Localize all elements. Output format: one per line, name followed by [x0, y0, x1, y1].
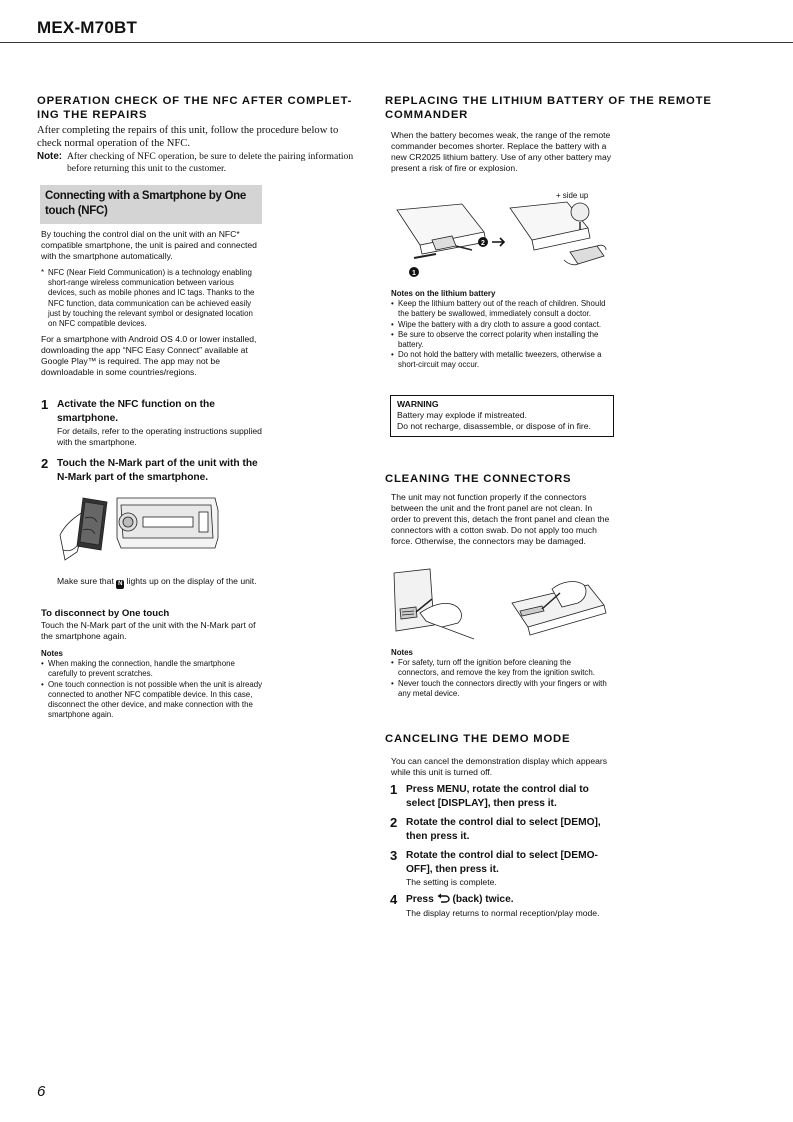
page-number: 6	[37, 1083, 46, 1100]
demo-step-2	[390, 816, 615, 843]
nfc-step-1	[41, 398, 266, 448]
cleaning-notes-label: Notes	[391, 648, 413, 657]
nfc-paragraph-2: For a smartphone with Android OS 4.0 or lower installed, downloading the app “NFC Easy Connect” available at Google Play™ is required. The app may not be downloadable in some countries/regions.	[41, 334, 257, 378]
note-text: One touch connection is not possible when the unit is already connected to another NFC compatible device. In this case, disconnect the other device, and make connection with the smartphone again.	[48, 679, 263, 720]
caption-end: lights up on the display of the unit.	[126, 576, 257, 586]
demo-step-1	[390, 783, 615, 810]
side-up-label: + side up	[556, 191, 589, 200]
note-item	[41, 659, 266, 679]
back-icon	[437, 893, 450, 903]
note-text: Be sure to observe the correct polarity when installing the battery.	[398, 329, 599, 350]
arrow-icon	[492, 238, 504, 246]
bullet-icon: •	[391, 329, 394, 339]
bullet-icon: •	[391, 658, 394, 668]
caption-start: Make sure that	[57, 576, 114, 586]
demo-section	[385, 732, 715, 746]
bullet-icon: •	[391, 299, 394, 309]
step-number: 4	[390, 892, 398, 907]
callout-2-label: 2	[481, 240, 485, 247]
step-number: 3	[390, 848, 398, 863]
battery-notes	[391, 289, 613, 371]
bullet-icon: •	[41, 659, 44, 669]
step-text-start: Press	[406, 894, 434, 905]
warning-line-2: Do not recharge, disassemble, or dispose of in fire.	[397, 421, 591, 431]
step-text	[406, 893, 599, 907]
nfc-check-title-line1: OPERATION CHECK OF THE NFC AFTER COMPLET-	[37, 95, 353, 107]
nfc-illustration	[55, 490, 225, 565]
notes-label: Notes	[41, 649, 63, 658]
nfc-caption	[57, 576, 272, 589]
demo-step-4	[390, 893, 615, 919]
battery-intro: When the battery becomes weak, the range of the remote commander becomes shorter. Replace the battery with a new CR2025 lithium battery. Use of any other battery may present a risk of fire or explosion.	[391, 130, 612, 173]
nfc-body	[41, 229, 263, 378]
demo-steps	[390, 783, 615, 919]
left-column	[37, 94, 357, 175]
warning-title: WARNING	[397, 399, 439, 409]
battery-note-item	[391, 330, 613, 350]
step-text: Rotate the control dial to select [DEMO-OFF], then press it.	[406, 850, 598, 875]
cleaning-section	[385, 472, 715, 486]
cleaning-notes	[391, 648, 613, 699]
note-item	[41, 680, 266, 721]
warning-line-1: Battery may explode if mistreated.	[397, 410, 527, 420]
battery-title-line2: COMMANDER	[385, 109, 469, 121]
header-rule	[0, 42, 793, 43]
note-text: Wipe the battery with a dry cloth to assure a good contact.	[398, 319, 602, 329]
bullet-icon: •	[391, 678, 394, 688]
step-text: Press MENU, rotate the control dial to select [DISPLAY], then press it.	[406, 784, 589, 809]
cleaning-note-item	[391, 679, 613, 699]
disconnect-text: Touch the N-Mark part of the unit with the N-Mark part of the smartphone again.	[41, 620, 256, 641]
battery-title	[385, 94, 715, 122]
warning-box	[390, 395, 614, 437]
battery-illustration	[392, 190, 617, 282]
battery-title-line1: REPLACING THE LITHIUM BATTERY OF THE REMOTE	[385, 95, 712, 107]
note-text: When making the connection, handle the smartphone carefully to prevent scratches.	[48, 659, 235, 679]
cleaning-title: CLEANING THE CONNECTORS	[385, 473, 572, 485]
demo-title: CANCELING THE DEMO MODE	[385, 733, 571, 745]
demo-intro: You can cancel the demonstration display which appears while this unit is turned off.	[391, 756, 608, 777]
step-text-end: (back) twice.	[452, 894, 514, 905]
step-text: Rotate the control dial to select [DEMO], then press it.	[406, 817, 601, 842]
nfc-box-title: Connecting with a Smartphone by One touch (NFC)	[40, 185, 262, 224]
nfc-paragraph-1: By touching the control dial on the unit with an NFC* compatible smartphone, the unit is paired and connected with the smartphone automatically.	[41, 229, 257, 261]
note-text: After checking of NFC operation, be sure to delete the pairing information before returning this unit to the customer.	[67, 151, 354, 174]
step-number: 2	[41, 456, 49, 471]
battery-notes-title: Notes on the lithium battery	[391, 289, 496, 298]
footnote-mark: *	[41, 268, 45, 277]
n-mark-icon: N	[118, 581, 123, 587]
step-number: 2	[390, 815, 398, 830]
nfc-check-intro: After completing the repairs of this unit, follow the procedure below to check normal operation of the NFC.	[37, 125, 339, 149]
battery-section	[385, 94, 715, 122]
note-text: Do not hold the battery with metallic tweezers, otherwise a short-circuit may occur.	[398, 350, 602, 370]
nfc-check-note	[37, 151, 357, 175]
disconnect-section	[41, 608, 266, 720]
callout-1-label: 1	[412, 270, 416, 277]
battery-note-item	[391, 320, 613, 330]
demo-step-3	[390, 849, 615, 888]
step-sub: The display returns to normal reception/play mode.	[406, 907, 600, 918]
note-text: For safety, turn off the ignition before cleaning the connectors, and remove the key from the ignition switch.	[398, 658, 595, 678]
battery-note-item	[391, 350, 613, 370]
nfc-footnote	[41, 268, 263, 329]
cleaning-text: The unit may not function properly if the connectors between the unit and the front panel are not clean. In order to prevent this, detach the front panel and clean the connectors with a cotton swab. Do not apply too much force. Otherwise, the connectors may be damaged.	[391, 492, 610, 546]
nfc-steps	[41, 398, 266, 484]
step-sub: For details, refer to the operating instructions supplied with the smartphone.	[57, 426, 262, 447]
nfc-step-2	[41, 457, 266, 484]
nfc-check-title-line2: ING THE REPAIRS	[37, 109, 148, 121]
step-number: 1	[41, 397, 49, 412]
bullet-icon: •	[391, 350, 394, 360]
battery-note-item	[391, 299, 613, 319]
disconnect-title: To disconnect by One touch	[41, 608, 170, 619]
step-text: Touch the N-Mark part of the unit with the N-Mark part of the smartphone.	[57, 458, 258, 483]
bullet-icon: •	[41, 679, 44, 689]
cleaning-note-item	[391, 658, 613, 678]
cleaning-illustration	[392, 565, 614, 645]
model-header: MEX-M70BT	[37, 18, 138, 37]
footnote-text: NFC (Near Field Communication) is a technology enabling short-range wireless communication between various devices, such as mobile phones and IC tags. Thanks to the NFC function, data communication can be achieved easily just by touching the relevant symbol or designated location on NFC compatible devices.	[48, 268, 255, 329]
step-text: Activate the NFC function on the smartphone.	[57, 399, 215, 424]
note-text: Never touch the connectors directly with your fingers or with any metal device.	[398, 678, 607, 698]
step-sub: The setting is complete.	[406, 877, 497, 887]
note-label: Note:	[37, 151, 63, 162]
step-number: 1	[390, 782, 398, 797]
bullet-icon: •	[391, 319, 394, 329]
nfc-check-title	[37, 94, 357, 122]
note-text: Keep the lithium battery out of the reach of children. Should the battery be swallowed, immediately consult a doctor.	[398, 299, 606, 319]
